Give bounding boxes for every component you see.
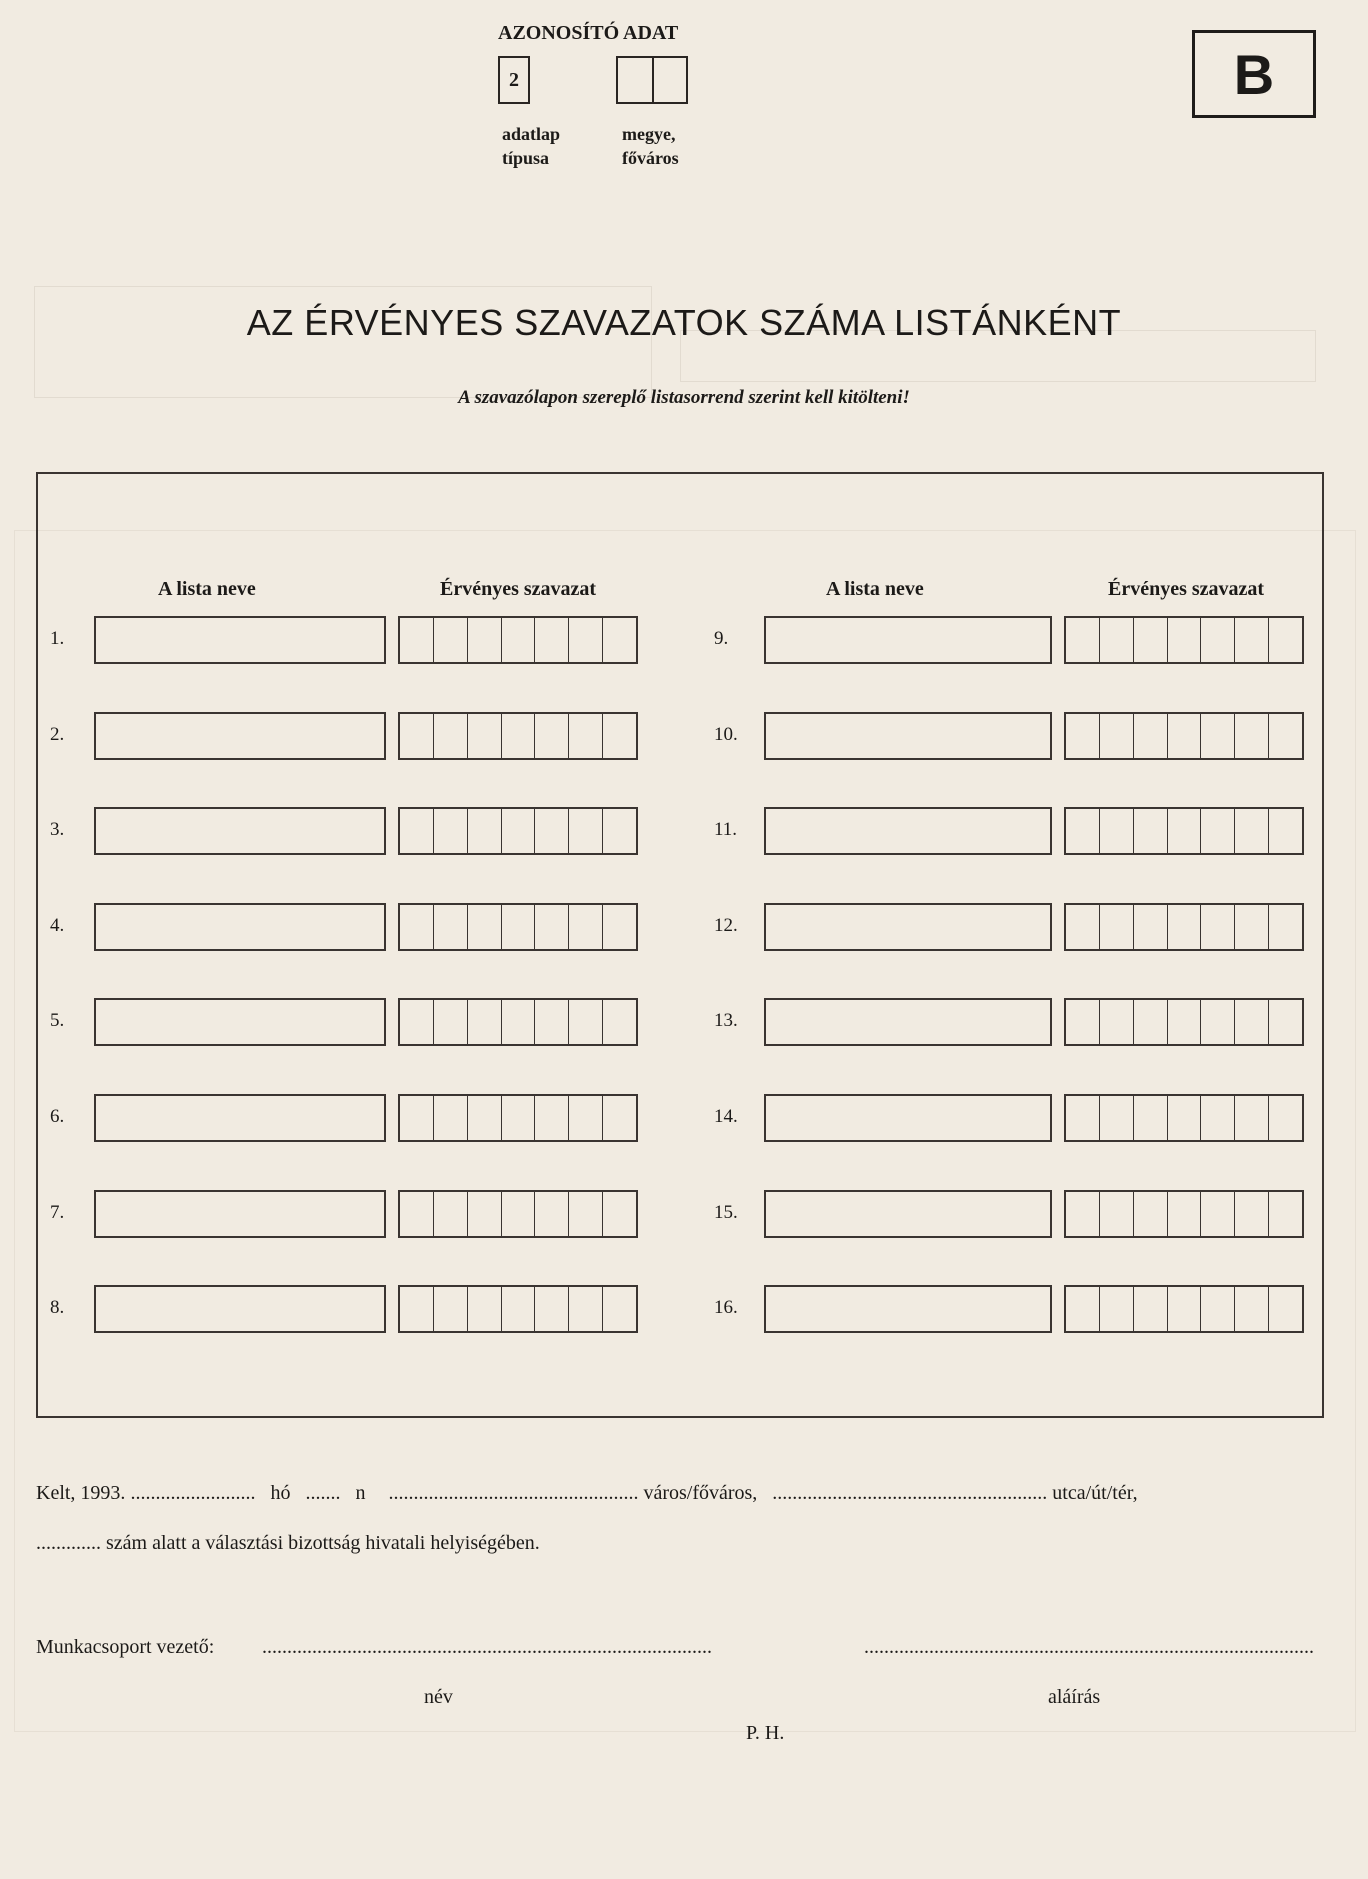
digit-cell[interactable] [603,1000,636,1044]
digit-cell[interactable] [400,1096,434,1140]
digit-cell[interactable] [1134,618,1168,662]
digit-cell[interactable] [502,1287,536,1331]
right-valid-votes-box[interactable] [1064,616,1304,664]
left-row-number: 5. [50,1010,65,1031]
digit-cell[interactable] [1235,905,1269,949]
digit-cell[interactable] [468,1000,502,1044]
digit-cell[interactable] [1235,618,1269,662]
left-list-name-box[interactable] [94,807,386,855]
stamp-place-label: P. H. [746,1722,785,1744]
digit-cell[interactable] [1066,1000,1100,1044]
form-type-label-line2: típusa [502,148,550,168]
name-caption: név [424,1686,453,1708]
digit-cell[interactable] [1235,1000,1269,1044]
right-row-number: 12. [714,915,738,936]
digit-cell[interactable] [1100,905,1134,949]
digit-cell[interactable] [535,1192,569,1236]
digit-cell[interactable] [1100,1096,1134,1140]
county-code-box[interactable] [616,56,688,104]
digit-cell[interactable] [1134,1287,1168,1331]
left-list-name-box[interactable] [94,1285,386,1333]
digit-cell[interactable] [1100,618,1134,662]
right-list-name-box[interactable] [764,903,1052,951]
digit-cell[interactable] [535,1000,569,1044]
digit-cell[interactable] [1269,1192,1302,1236]
digit-cell[interactable] [569,905,603,949]
digit-cell[interactable] [400,809,434,853]
digit-cell[interactable] [502,1192,536,1236]
digit-cell[interactable] [1269,1096,1302,1140]
digit-cell[interactable] [1134,1000,1168,1044]
right-row-number: 9. [714,628,729,649]
right-row-number: 13. [714,1010,738,1031]
left-row-number: 8. [50,1297,65,1318]
right-valid-votes-box[interactable] [1064,903,1304,951]
digit-cell[interactable] [1269,1287,1302,1331]
right-valid-votes-box[interactable] [1064,712,1304,760]
digit-cell[interactable] [1201,1000,1235,1044]
digit-cell[interactable] [434,809,468,853]
digit-cell[interactable] [1168,714,1202,758]
digit-cell[interactable] [603,618,636,662]
left-row-number: 4. [50,915,65,936]
digit-cell[interactable] [603,905,636,949]
digit-cell[interactable] [1201,809,1235,853]
digit-cell[interactable] [1134,1192,1168,1236]
digit-cell[interactable] [434,905,468,949]
left-valid-votes-box[interactable] [398,1190,638,1238]
digit-cell[interactable] [502,618,536,662]
digit-cell[interactable] [1201,618,1235,662]
right-valid-votes-box[interactable] [1064,998,1304,1046]
kelt-label: Kelt, 1993. [36,1482,126,1504]
digit-cell[interactable] [603,1287,636,1331]
left-list-name-box[interactable] [94,998,386,1046]
name-signature-dots[interactable]: .......................................................................................... [262,1636,712,1658]
digit-cell[interactable] [502,1096,536,1140]
digit-cell[interactable] [535,905,569,949]
digit-cell[interactable] [1201,1287,1235,1331]
digit-cell[interactable] [468,1096,502,1140]
digit-cell[interactable] [468,618,502,662]
digit-cell[interactable] [1168,1096,1202,1140]
digit-cell[interactable] [502,714,536,758]
digit-cell[interactable] [434,714,468,758]
city-label: város/főváros, [643,1482,758,1504]
right-list-name-box[interactable] [764,616,1052,664]
left-row-number: 6. [50,1106,65,1127]
left-valid-votes-box[interactable] [398,998,638,1046]
left-list-name-box[interactable] [94,712,386,760]
digit-cell[interactable] [1066,1192,1100,1236]
digit-cell[interactable] [1168,809,1202,853]
page-subtitle: A szavazólapon szereplő listasorrend szerint kell kitölteni! [458,387,910,408]
digit-cell[interactable] [1100,714,1134,758]
digit-cell[interactable] [400,714,434,758]
left-list-name-box[interactable] [94,616,386,664]
digit-cell[interactable] [1066,905,1100,949]
digit-cell[interactable] [434,1096,468,1140]
digit-cell[interactable] [400,1000,434,1044]
digit-cell[interactable] [535,714,569,758]
digit-cell[interactable] [434,1287,468,1331]
form-type-label [502,122,560,170]
digit-cell[interactable] [1168,1000,1202,1044]
digit-cell[interactable] [1134,905,1168,949]
digit-cell[interactable] [434,1192,468,1236]
n-label: n [355,1482,366,1504]
digit-cell[interactable] [603,809,636,853]
digit-cell[interactable] [1269,1000,1302,1044]
right-list-name-box[interactable] [764,1285,1052,1333]
digit-cell[interactable] [1168,618,1202,662]
digit-cell[interactable] [1235,1287,1269,1331]
left-row-number: 2. [50,724,65,745]
date-line [36,1482,1138,1505]
digit-cell[interactable] [569,714,603,758]
digit-cell[interactable] [603,1096,636,1140]
digit-cell[interactable] [468,1192,502,1236]
right-header-list-name: A lista neve [826,578,924,600]
address-text: szám alatt a választási bizottság hivatali helyiségében. [106,1532,540,1554]
signature-dots[interactable]: .......................................................................................... [864,1636,1314,1658]
digit-cell[interactable] [1134,714,1168,758]
digit-cell[interactable] [1269,809,1302,853]
form-type-box[interactable]: 2 [498,56,530,104]
right-list-name-box[interactable] [764,807,1052,855]
digit-cell[interactable] [502,809,536,853]
identifier-title: AZONOSÍTÓ ADAT [498,22,679,44]
digit-cell[interactable] [400,905,434,949]
digit-cell[interactable] [1269,714,1302,758]
signature-caption: aláírás [1048,1686,1101,1708]
digit-cell[interactable] [1201,1096,1235,1140]
left-list-name-box[interactable] [94,1094,386,1142]
digit-cell[interactable] [1168,1287,1202,1331]
digit-cell[interactable] [1235,809,1269,853]
digit-cell[interactable] [1134,1096,1168,1140]
left-row-number: 7. [50,1202,65,1223]
digit-cell[interactable] [1066,1096,1100,1140]
page-title: AZ ÉRVÉNYES SZAVAZATOK SZÁMA LISTÁNKÉNT [246,302,1122,343]
left-list-name-box[interactable] [94,903,386,951]
right-valid-votes-box[interactable] [1064,1094,1304,1142]
digit-cell[interactable] [1235,714,1269,758]
left-row-number: 1. [50,628,65,649]
digit-cell[interactable] [468,1287,502,1331]
digit-cell[interactable] [1201,714,1235,758]
number-dots[interactable]: ............. [36,1532,101,1554]
team-leader-label: Munkacsoport vezető: [36,1636,215,1658]
form-letter-box: B [1192,30,1316,118]
digit-cell[interactable] [434,618,468,662]
left-valid-votes-box[interactable] [398,616,638,664]
right-list-name-box[interactable] [764,1094,1052,1142]
right-valid-votes-box[interactable] [1064,1285,1304,1333]
digit-cell[interactable] [468,714,502,758]
digit-cell[interactable] [1269,618,1302,662]
digit-cell[interactable] [1201,905,1235,949]
year-dots[interactable]: ......................... [130,1482,256,1504]
digit-cell[interactable] [400,1287,434,1331]
right-list-name-box[interactable] [764,1190,1052,1238]
digit-cell[interactable] [603,714,636,758]
digit-cell[interactable] [1100,1192,1134,1236]
county-label [622,122,679,170]
digit-cell[interactable] [535,618,569,662]
county-label-line2: főváros [622,148,679,168]
right-row-number: 15. [714,1202,738,1223]
digit-cell[interactable] [569,618,603,662]
right-row-number: 11. [714,819,738,840]
digit-cell[interactable] [1201,1192,1235,1236]
digit-cell[interactable] [1066,714,1100,758]
right-header-valid-votes: Érvényes szavazat [1108,578,1265,600]
digit-cell[interactable] [1269,905,1302,949]
left-valid-votes-box[interactable] [398,1285,638,1333]
digit-cell[interactable] [1100,1287,1134,1331]
digit-cell[interactable] [603,1192,636,1236]
digit-cell[interactable] [1066,618,1100,662]
digit-cell[interactable] [1066,809,1100,853]
right-valid-votes-box[interactable] [1064,807,1304,855]
left-valid-votes-box[interactable] [398,807,638,855]
digit-cell[interactable] [502,905,536,949]
digit-cell[interactable] [468,905,502,949]
form-type-label-line1: adatlap [502,124,561,144]
street-label: utca/út/tér, [1052,1482,1138,1504]
digit-cell[interactable] [434,1000,468,1044]
digit-cell[interactable] [535,1096,569,1140]
left-valid-votes-box[interactable] [398,1094,638,1142]
right-valid-votes-box[interactable] [1064,1190,1304,1238]
right-list-name-box[interactable] [764,712,1052,760]
left-list-name-box[interactable] [94,1190,386,1238]
digit-cell[interactable] [1066,1287,1100,1331]
digit-cell[interactable] [535,809,569,853]
digit-cell[interactable] [535,1287,569,1331]
address-line [36,1532,540,1555]
digit-cell[interactable] [400,1192,434,1236]
left-row-number: 3. [50,819,65,840]
left-valid-votes-box[interactable] [398,712,638,760]
left-valid-votes-box[interactable] [398,903,638,951]
digit-cell[interactable] [468,809,502,853]
left-header-list-name: A lista neve [158,578,256,600]
digit-cell[interactable] [400,618,434,662]
digit-cell[interactable] [569,1287,603,1331]
digit-cell[interactable] [1100,809,1134,853]
month-dots[interactable]: ....... [305,1482,341,1504]
digit-cell[interactable] [569,1192,603,1236]
county-label-line1: megye, [622,124,676,144]
ho-label: hó [270,1482,291,1504]
left-header-valid-votes: Érvényes szavazat [440,578,597,600]
digit-cell[interactable] [1235,1192,1269,1236]
digit-cell[interactable] [1168,1192,1202,1236]
digit-cell[interactable] [1100,1000,1134,1044]
right-row-number: 10. [714,724,738,745]
digit-cell[interactable] [569,809,603,853]
digit-cell[interactable] [1235,1096,1269,1140]
street-dots[interactable]: ....................................................... [772,1482,1048,1504]
digit-cell[interactable] [569,1096,603,1140]
digit-cell[interactable] [1168,905,1202,949]
right-row-number: 16. [714,1297,738,1318]
digit-cell[interactable] [569,1000,603,1044]
right-list-name-box[interactable] [764,998,1052,1046]
digit-cell[interactable] [502,1000,536,1044]
city-dots[interactable]: .................................................. [388,1482,639,1504]
right-row-number: 14. [714,1106,738,1127]
digit-cell[interactable] [1134,809,1168,853]
